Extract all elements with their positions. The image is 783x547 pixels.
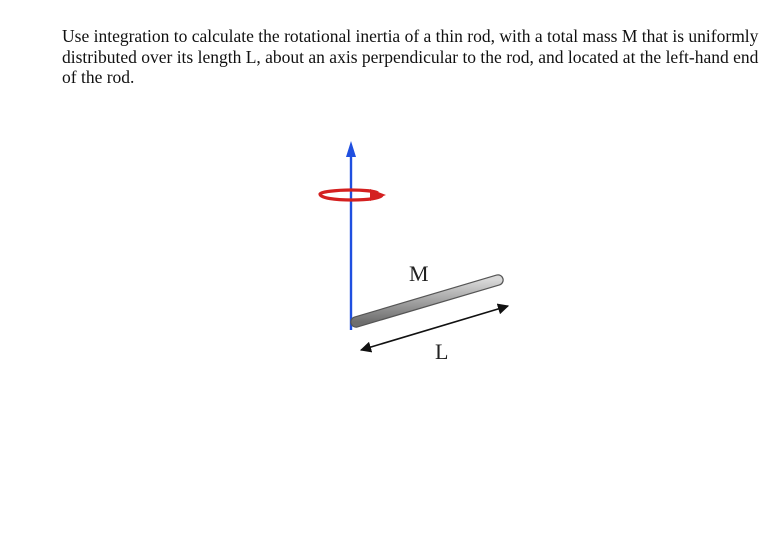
rotation-axis-icon [346, 141, 356, 330]
length-label: L [435, 339, 449, 364]
mass-label: M [409, 261, 429, 286]
rotation-direction-icon [320, 189, 386, 201]
question-text: Use integration to calculate the rotational inertia of a thin rod, with a total mass M that is uniformly distributed over its length L, about an axis perpendicular to the rod, and located at the left-hand end of the rod. [62, 26, 759, 87]
